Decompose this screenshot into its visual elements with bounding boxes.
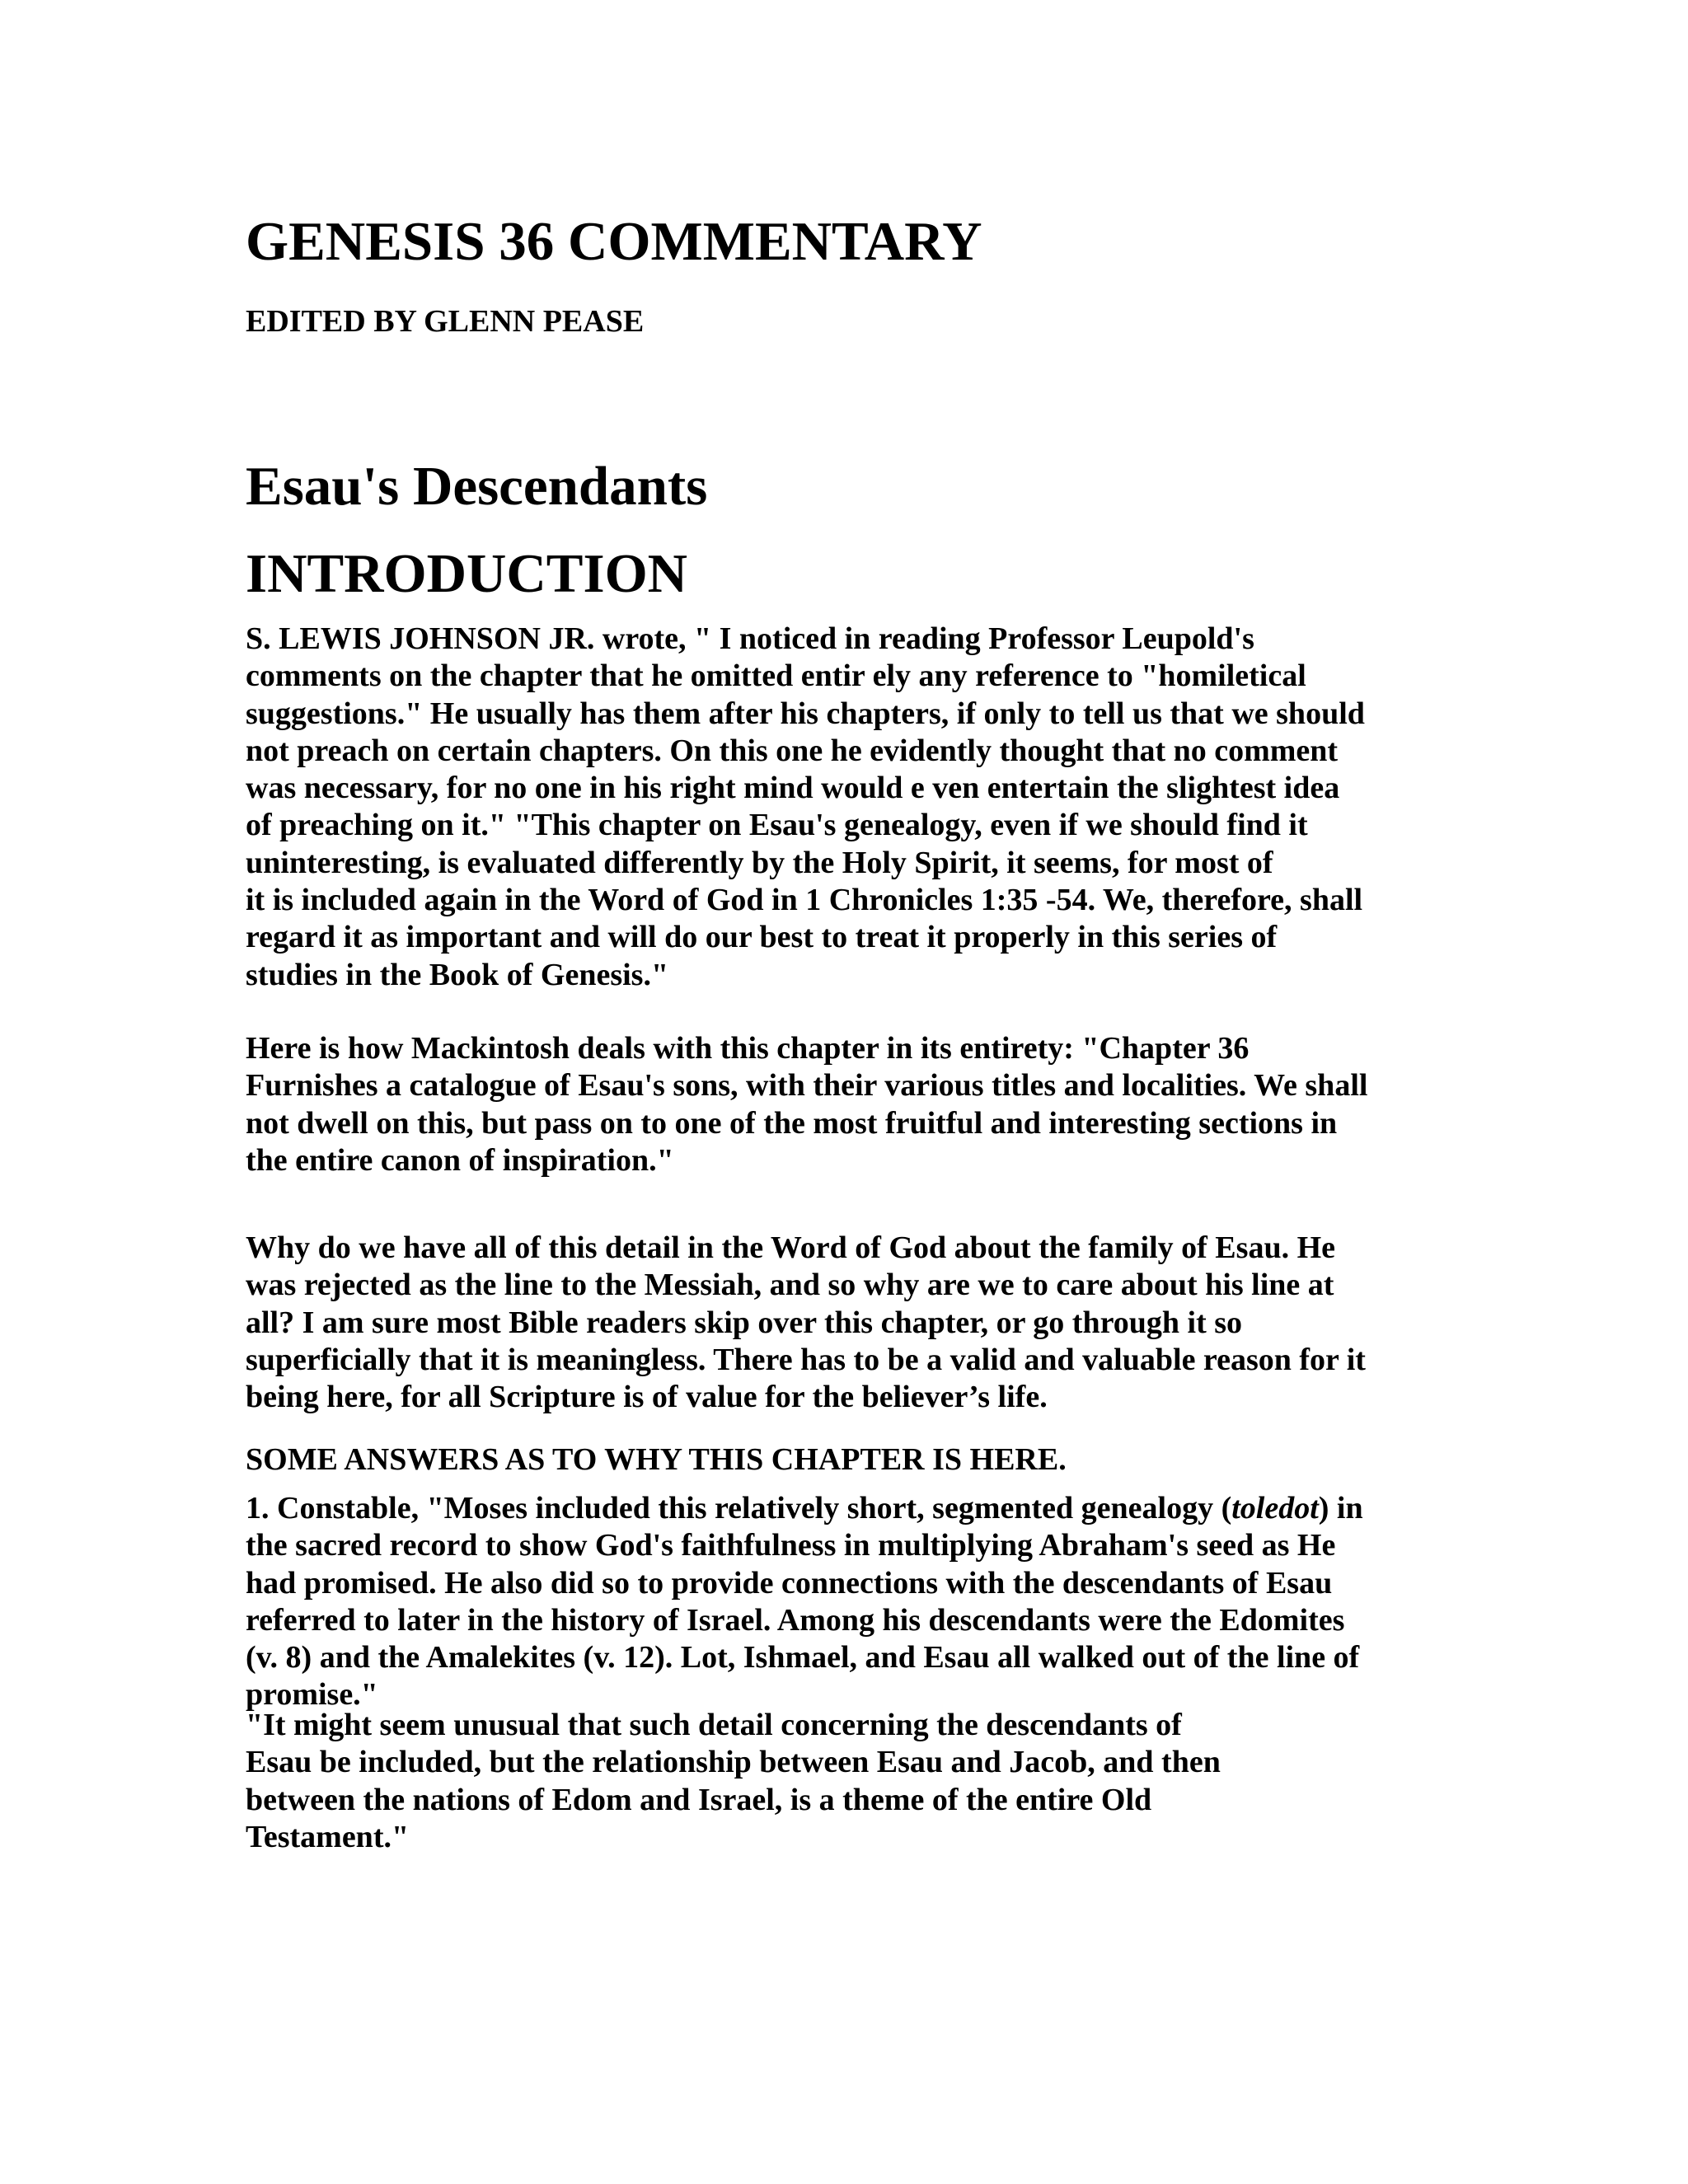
answers-heading: [246, 1441, 1067, 1479]
text-line: comments on the chapter that he omitted entir ely any reference to "homiletical: [246, 658, 1306, 694]
text-line: being here, for all Scripture is of value for the believer’s life.: [246, 1380, 1048, 1415]
text-line: not preach on certain chapters. On this one he evidently thought that no comment: [246, 733, 1339, 768]
text-line: all? I am sure most Bible readers skip over this chapter, or go through it so: [246, 1305, 1243, 1340]
paragraph-unusual: [246, 1707, 1221, 1856]
text-line: Why do we have all of this detail in the Word of God about the family of Esau. He: [246, 1230, 1336, 1265]
text-line: was rejected as the line to the Messiah, and so why are we to care about his line at: [246, 1268, 1334, 1303]
text-line: not dwell on this, but pass on to one of the most fruitful and interesting sections in: [246, 1105, 1338, 1141]
text-line: S. LEWIS JOHNSON JR. wrote, " I noticed in reading Professor Leupold's: [246, 621, 1254, 656]
document-title: GENESIS 36 COMMENTARY: [246, 211, 982, 272]
text-line: was necessary, for no one in his right mind would e ven entertain the slightest idea: [246, 771, 1340, 806]
text-line: (v. 8) and the Amalekites (v. 12). Lot, Ishmael, and Esau all walked out of the line of: [246, 1640, 1360, 1675]
text-line: uninteresting, is evaluated differently by the Holy Spirit, it seems, for most of: [246, 845, 1273, 880]
text-line: had promised. He also did so to provide connections with the descendants of Esau: [246, 1565, 1333, 1601]
text-line: "It might seem unusual that such detail concerning the descendants of: [246, 1708, 1182, 1742]
editor-credit: EDITED BY GLENN PEASE: [246, 304, 645, 339]
paragraph-constable: [246, 1490, 1363, 1714]
text-line: Furnishes a catalogue of Esau's sons, with their various titles and localities. We shall: [246, 1068, 1368, 1104]
text-line: Testament.": [246, 1819, 410, 1854]
text-line: referred to later in the history of Israel. Among his descendants were the Edomites: [246, 1602, 1345, 1638]
paragraph-why: [246, 1230, 1366, 1416]
text-line: the sacred record to show God's faithfulness in multiplying Abraham's seed as He: [246, 1528, 1336, 1563]
introduction-heading: INTRODUCTION: [246, 543, 688, 604]
text-line: it is included again in the Word of God in 1 Chronicles 1:35 -54. We, therefore, shall: [246, 883, 1363, 918]
paragraph-johnson: [246, 621, 1365, 994]
text-line: of preaching on it." "This chapter on Esau's genealogy, even if we should find it: [246, 808, 1308, 843]
text-line: the entire canon of inspiration.": [246, 1142, 674, 1178]
text-line: promise.": [246, 1677, 378, 1713]
text-segment: ) in: [1318, 1491, 1363, 1526]
text-line: superficially that it is meaningless. There has to be a valid and valuable reason for it: [246, 1342, 1366, 1377]
text-line: regard it as important and will do our best to treat it properly in this series of: [246, 920, 1278, 955]
section-title: Esau's Descendants: [246, 456, 708, 517]
italic-term: toledot: [1231, 1491, 1319, 1526]
text-line: [246, 1490, 1363, 1527]
text-line: Here is how Mackintosh deals with this chapter in its entirety: "Chapter 36: [246, 1031, 1250, 1066]
text-segment: 1. Constable, "Moses included this relatively short, segmented genealogy (: [246, 1491, 1232, 1526]
text-line: Esau be included, but the relationship between Esau and Jacob, and then: [246, 1745, 1221, 1780]
text-line: studies in the Book of Genesis.": [246, 957, 669, 992]
text-line: suggestions." He usually has them after his chapters, if only to tell us that we should: [246, 696, 1365, 731]
text-line: between the nations of Edom and Israel, is a theme of the entire Old: [246, 1782, 1152, 1817]
paragraph-mackintosh: [246, 1030, 1367, 1179]
text-line: SOME ANSWERS AS TO WHY THIS CHAPTER IS HERE.: [246, 1442, 1067, 1477]
